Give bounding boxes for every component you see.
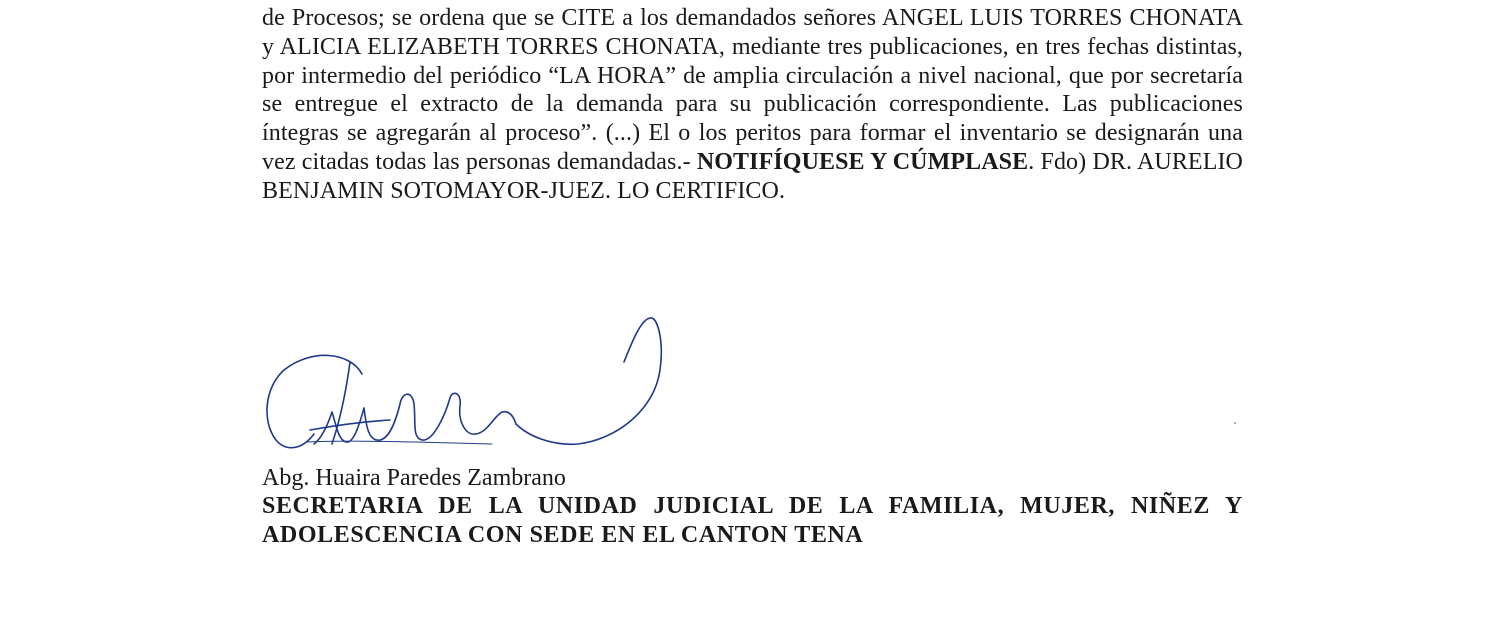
signature-stroke-loop (267, 355, 362, 447)
signature-drawing (262, 312, 682, 462)
signer-title: SECRETARIA DE LA UNIDAD JUDICIAL DE LA FAMILIA, MUJER, NIÑEZ Y ADOLESCENCIA CON SEDE EN EL CANTON TENA (262, 493, 1243, 548)
ruling-text-part1: de Procesos; se ordena que se CITE a los demandados señores ANGEL LUIS TORRES CHONATA y ALICIA ELIZABETH TORRES CHONATA, mediante tres publicaciones, en tres fechas distintas, por intermedio del periódico “LA HORA” de amplia circulación a nivel nacional, que por secretaría se entregue el extracto de la demanda para su publicación correspondiente. Las publicaciones íntegras se agregarán al proceso”. (...) El o los peritos para formar el inventario se designarán una vez citadas todas las personas demandadas.- (262, 5, 1243, 175)
signature-stroke-tail (516, 318, 661, 444)
handwritten-signature (262, 312, 682, 462)
ruling-paragraph (262, 0, 1243, 206)
signature-stroke-underline (306, 441, 492, 444)
signature-strokes (267, 318, 661, 448)
ruling-bold-order: NOTIFÍQUESE Y CÚMPLASE (696, 148, 1029, 175)
signature-stroke-stem (332, 362, 350, 444)
ruling-text-part2: . Fdo) DR. AURELIO BENJAMIN SOTOMAYOR-JUEZ. LO CERTIFICO. (262, 148, 1243, 204)
signer-name: Abg. Huaira Paredes Zambrano (262, 465, 566, 491)
signature-stroke-loops (314, 393, 516, 444)
scan-speck (1234, 422, 1236, 424)
document-page (262, 0, 1243, 206)
signature-stroke-crossbar (310, 420, 390, 430)
